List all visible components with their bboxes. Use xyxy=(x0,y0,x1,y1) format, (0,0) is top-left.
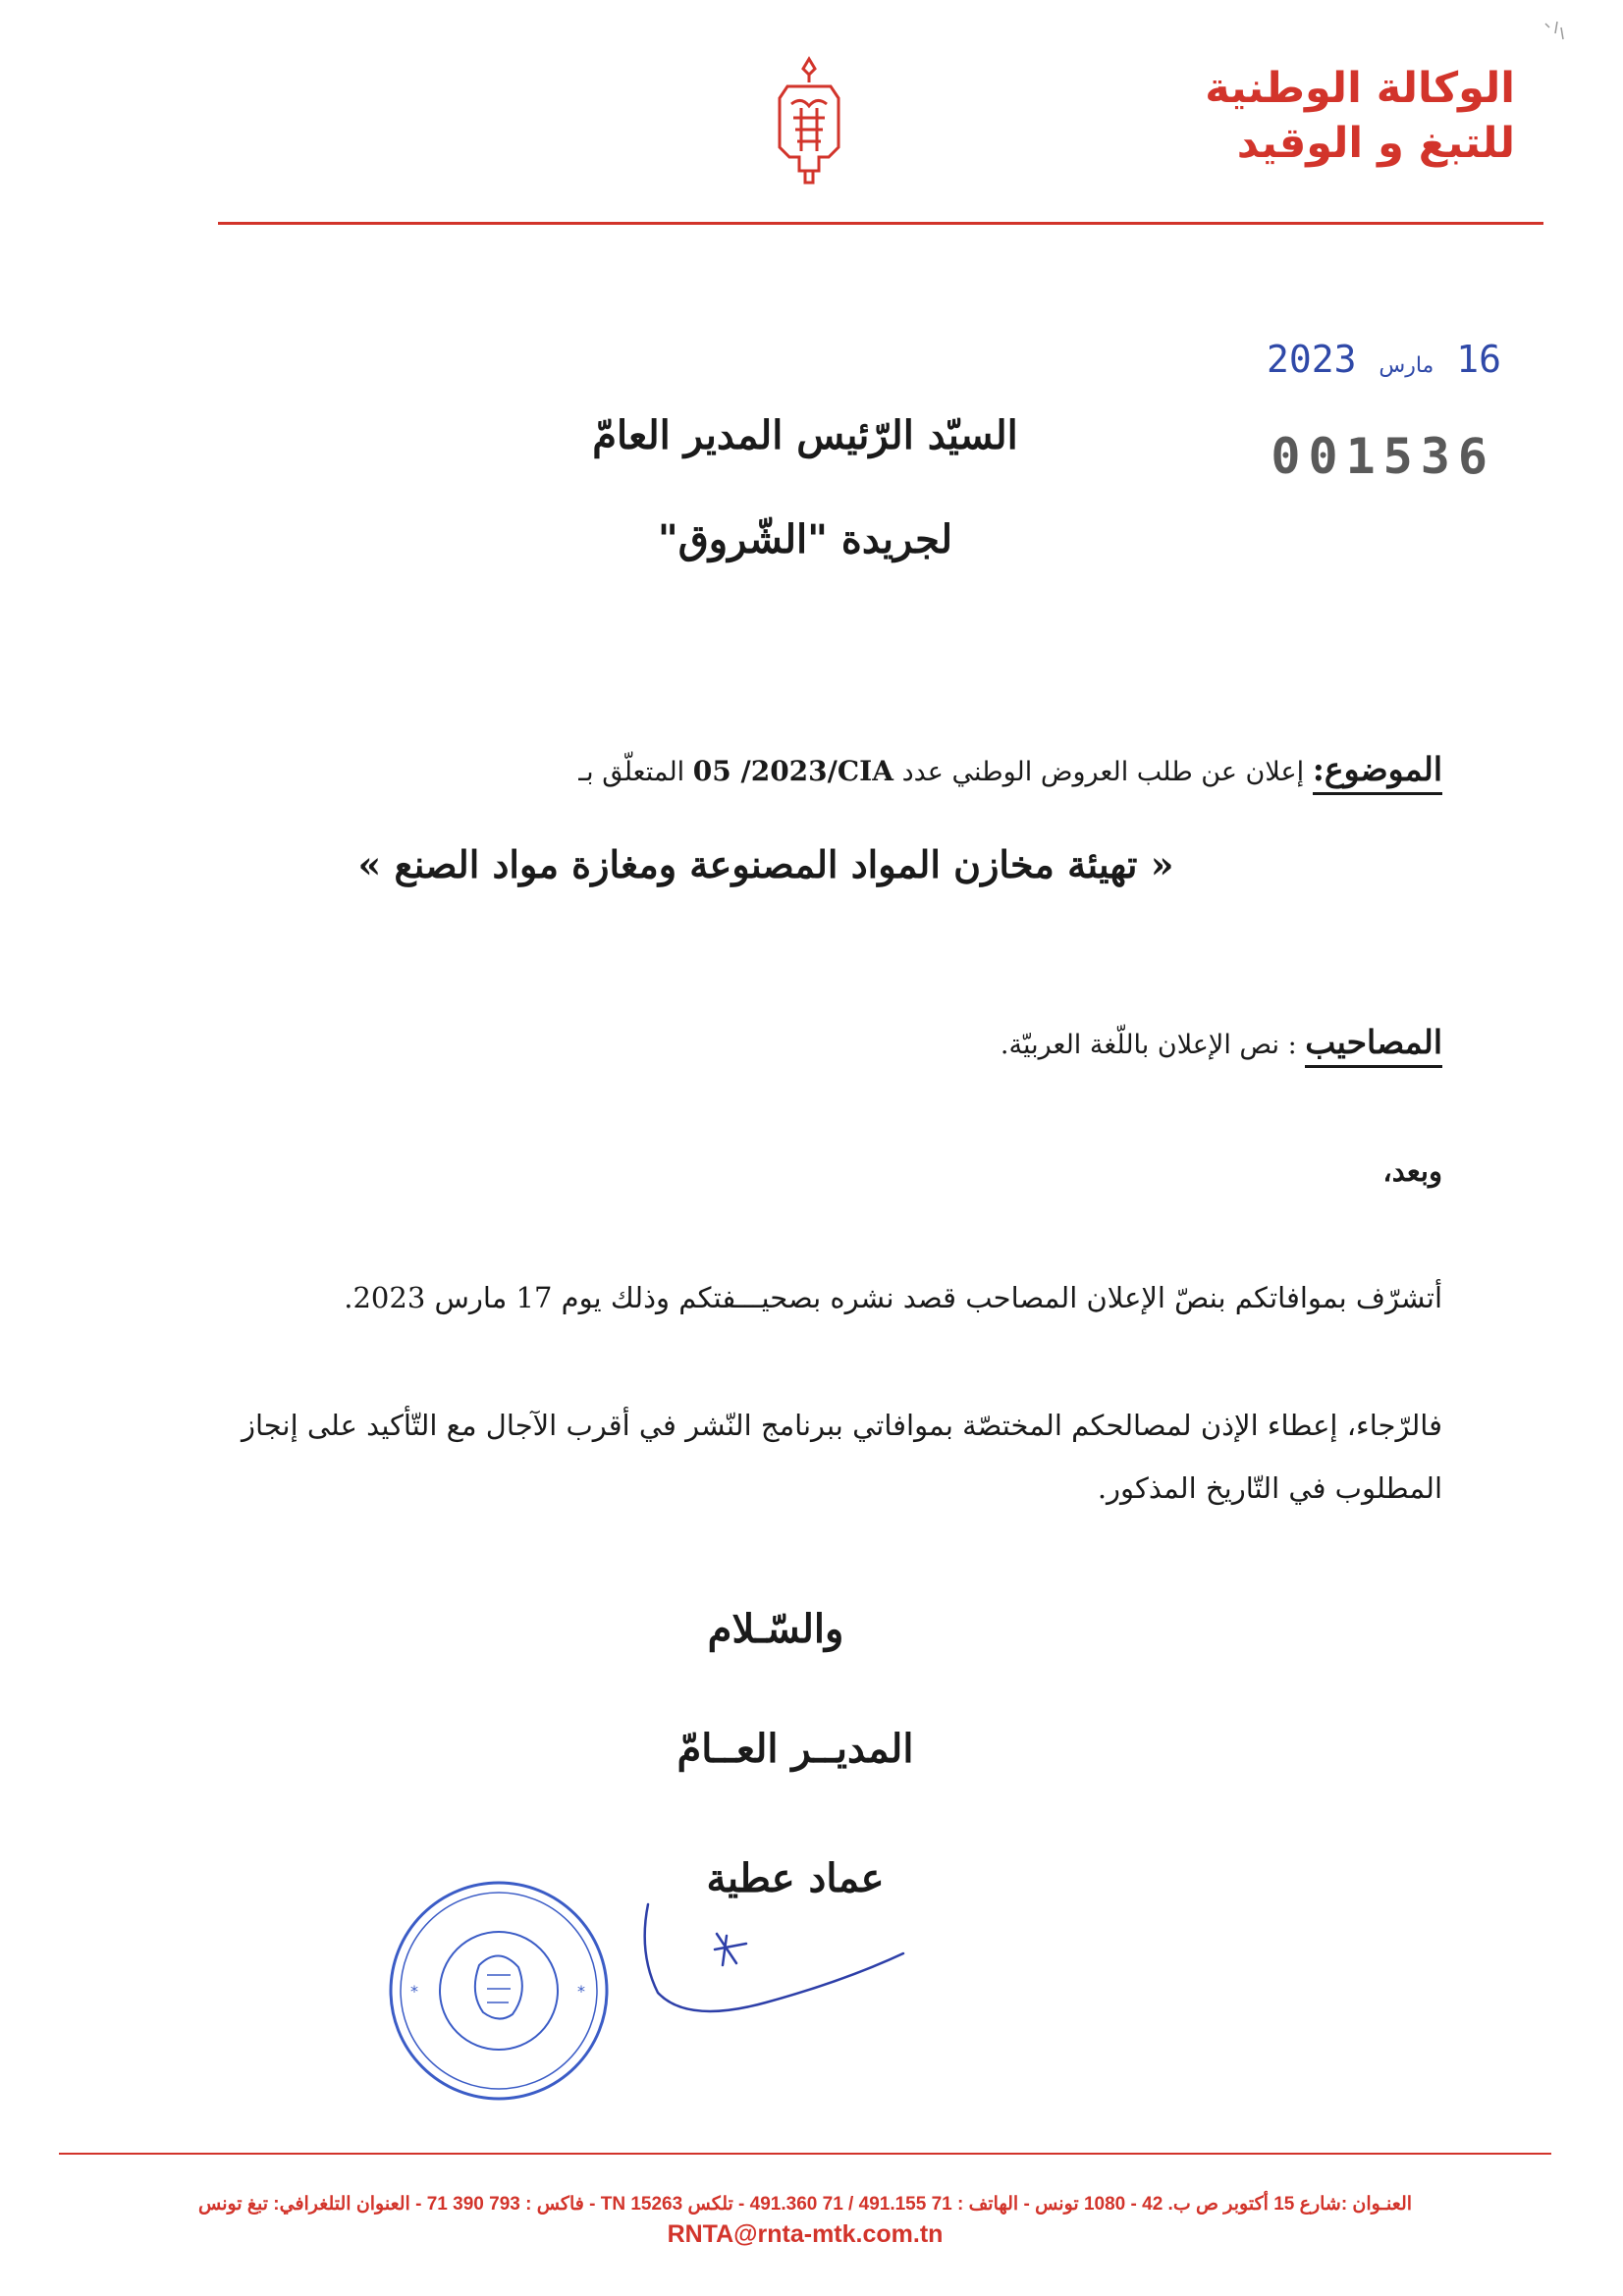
subject-line xyxy=(186,750,1442,788)
addressee-newspaper: لجريدة "الشّروق" xyxy=(657,516,953,562)
corner-mark-icon xyxy=(1540,18,1569,47)
closing-salutation: والسّـلام xyxy=(707,1606,844,1652)
stamp-number: 001536 xyxy=(1271,428,1495,485)
stamp-year: 2023 xyxy=(1266,338,1357,381)
subject-title: « تهيئة مخازن المواد المصنوعة ومغازة مواد الصنع » xyxy=(357,842,1174,886)
subject-reference: 05 /2023/CIA xyxy=(692,755,893,787)
addressee-title: السيّد الرّئيس المدير العامّ xyxy=(592,412,1018,458)
agency-logo-icon xyxy=(750,53,868,190)
attachment-line xyxy=(186,1023,1442,1061)
agency-name xyxy=(1004,61,1515,171)
body-paragraph-2: فالرّجاء، إعطاء الإذن لمصالحكم المختصّة بموافاتي ببرنامج النّشر في أقرب الآجال مع التّأكيد على إنجاز المطلوب في التّاريخ المذكور. xyxy=(241,1409,1442,1505)
stamp-day: 16 xyxy=(1456,338,1501,381)
header-divider xyxy=(218,222,1543,225)
agency-name-line2: للتبغ و الوقيد xyxy=(1236,119,1515,168)
footer-address: العنـوان :شارع 15 أكتوبر ص ب. 42 - 1080 تونس - الهاتف : 71 491.155 / 71 491.360 - تلكس TN 15263 - فاكس : 793 390 71 - العنوان التلغرافي: تبغ تونس xyxy=(197,2194,1413,2215)
attachment-label: المصاحيب xyxy=(1305,1023,1442,1068)
footer-email-link[interactable]: RNTA@rnta-mtk.com.tn xyxy=(667,2220,944,2248)
svg-text:*: * xyxy=(577,1982,585,2001)
signer-name: عماد عطية xyxy=(706,1855,885,1901)
body-paragraph-1: أتشرّف بموافاتكم بنصّ الإعلان المصاحب قصد نشره بصحيـــفتكم وذلك يوم 17 مارس 2023. xyxy=(344,1281,1442,1314)
subject-label: الموضوع: xyxy=(1313,750,1442,795)
subject-text-before: إعلان عن طلب العروض الوطني عدد xyxy=(901,757,1305,787)
director-title: المديــر العــامّ xyxy=(676,1726,914,1772)
subject-text-after: المتعلّق بـ xyxy=(578,757,685,787)
stamp-month: مارس xyxy=(1379,353,1434,378)
footer-divider xyxy=(59,2153,1551,2155)
agency-name-line1: الوكالة الوطنية xyxy=(1205,64,1515,113)
official-seal-icon xyxy=(385,1877,613,2105)
attachment-text: : نص الإعلان باللّغة العربيّة. xyxy=(1000,1030,1297,1060)
stamp-date xyxy=(1148,338,1501,381)
signature-icon xyxy=(628,1895,923,2032)
greeting: وبعد، xyxy=(1382,1154,1442,1188)
svg-text:*: * xyxy=(410,1982,418,2001)
